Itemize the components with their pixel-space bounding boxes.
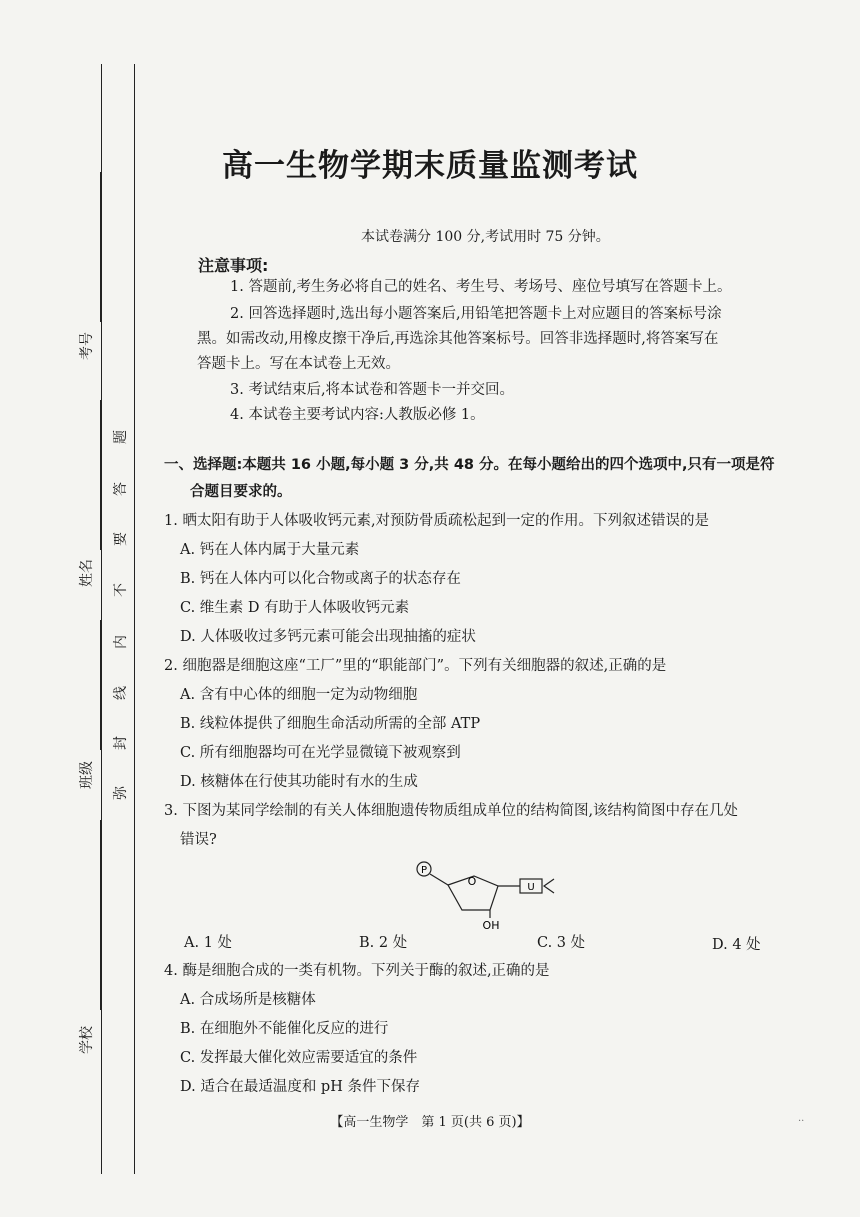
question-option: C. 维生素 D 有助于人体吸收钙元素: [180, 600, 410, 616]
question-stem: 3. 下图为某同学绘制的有关人体细胞遗传物质组成单位的结构简图,该结构简图中存在几处: [164, 803, 739, 819]
question-option: B. 在细胞外不能催化反应的进行: [180, 1021, 389, 1037]
page-title: 高一生物学期末质量监测考试: [222, 148, 638, 184]
name-blank: [100, 400, 101, 550]
question-option: D. 4 处: [712, 937, 761, 953]
question-option: D. 核糖体在行使其功能时有水的生成: [180, 774, 418, 790]
notice-line: 答题卡上。写在本试卷上无效。: [197, 356, 400, 372]
notice-heading: 注意事项:: [198, 256, 269, 275]
nucleotide-structure-diagram: [410, 852, 590, 936]
exam-no-label: 考号: [79, 332, 95, 360]
question-stem: 4. 酶是细胞合成的一类有机物。下列关于酶的叙述,正确的是: [164, 963, 550, 979]
question-option: B. 2 处: [359, 935, 408, 951]
base-arrow: [544, 879, 554, 893]
page-footer: 【高一生物学 第 1 页(共 6 页)】: [330, 1115, 530, 1130]
question-option: C. 3 处: [537, 935, 586, 951]
question-option: C. 发挥最大催化效应需要适宜的条件: [180, 1050, 418, 1066]
section-heading: 一、选择题:本题共 16 小题,每小题 3 分,共 48 分。在每小题给出的四个选项中,只有一项是符: [164, 457, 775, 473]
warning-char: 内: [113, 635, 129, 649]
question-option: B. 钙在人体内可以化合物或离子的状态存在: [180, 571, 461, 587]
nucleotide-structure-svg: [410, 852, 590, 932]
question-option: D. 人体吸收过多钙元素可能会出现抽搐的症状: [180, 629, 476, 645]
question-option: D. 适合在最适温度和 pH 条件下保存: [180, 1079, 420, 1095]
warning-char: 封: [113, 736, 129, 750]
notice-line: 2. 回答选择题时,选出每小题答案后,用铅笔把答题卡上对应题目的答案标号涂: [230, 306, 722, 322]
base-label: U: [527, 882, 535, 893]
hydroxyl-label: OH: [482, 919, 500, 932]
ring-oxygen-label: O: [467, 875, 477, 888]
warning-char: 题: [113, 430, 129, 444]
question-stem: 2. 细胞器是细胞这座“工厂”里的“职能部门”。下列有关细胞器的叙述,正确的是: [164, 658, 667, 674]
class-blank: [100, 620, 101, 750]
class-label: 班级: [79, 761, 95, 789]
notice-line: 4. 本试卷主要考试内容:人教版必修 1。: [230, 407, 485, 423]
warning-char: 弥: [113, 786, 129, 800]
question-stem: 1. 晒太阳有助于人体吸收钙元素,对预防骨质疏松起到一定的作用。下列叙述错误的是: [164, 513, 710, 529]
exam-no-blank: [100, 172, 101, 322]
warning-char: 不: [113, 583, 129, 597]
binding-line-outer: [101, 64, 102, 1174]
question-option: A. 钙在人体内属于大量元素: [180, 542, 360, 558]
notice-line: 1. 答题前,考生务必将自己的姓名、考生号、考场号、座位号填写在答题卡上。: [230, 279, 732, 295]
question-stem-cont: 错误?: [180, 832, 217, 848]
warning-char: 线: [113, 686, 129, 700]
section-heading-cont: 合题目要求的。: [190, 484, 292, 500]
school-label: 学校: [79, 1026, 95, 1054]
notice-line: 3. 考试结束后,将本试卷和答题卡一并交回。: [230, 382, 515, 398]
binding-line-inner: [134, 64, 135, 1174]
question-option: A. 1 处: [184, 935, 233, 951]
name-label: 姓名: [79, 559, 95, 587]
scan-mark: ··: [798, 1116, 805, 1127]
question-option: A. 含有中心体的细胞一定为动物细胞: [180, 687, 418, 703]
phosphate-label: P: [420, 865, 428, 876]
question-option: C. 所有细胞器均可在光学显微镜下被观察到: [180, 745, 461, 761]
exam-subtitle: 本试卷满分 100 分,考试用时 75 分钟。: [361, 229, 610, 245]
warning-char: 答: [113, 482, 129, 496]
phosphate-bond: [430, 874, 448, 885]
warning-char: 要: [113, 532, 129, 546]
school-blank: [100, 820, 101, 1010]
question-option: B. 线粒体提供了细胞生命活动所需的全部 ATP: [180, 716, 481, 732]
notice-line: 黑。如需改动,用橡皮擦干净后,再选涂其他答案标号。回答非选择题时,将答案写在: [197, 331, 719, 347]
question-option: A. 合成场所是核糖体: [180, 992, 316, 1008]
